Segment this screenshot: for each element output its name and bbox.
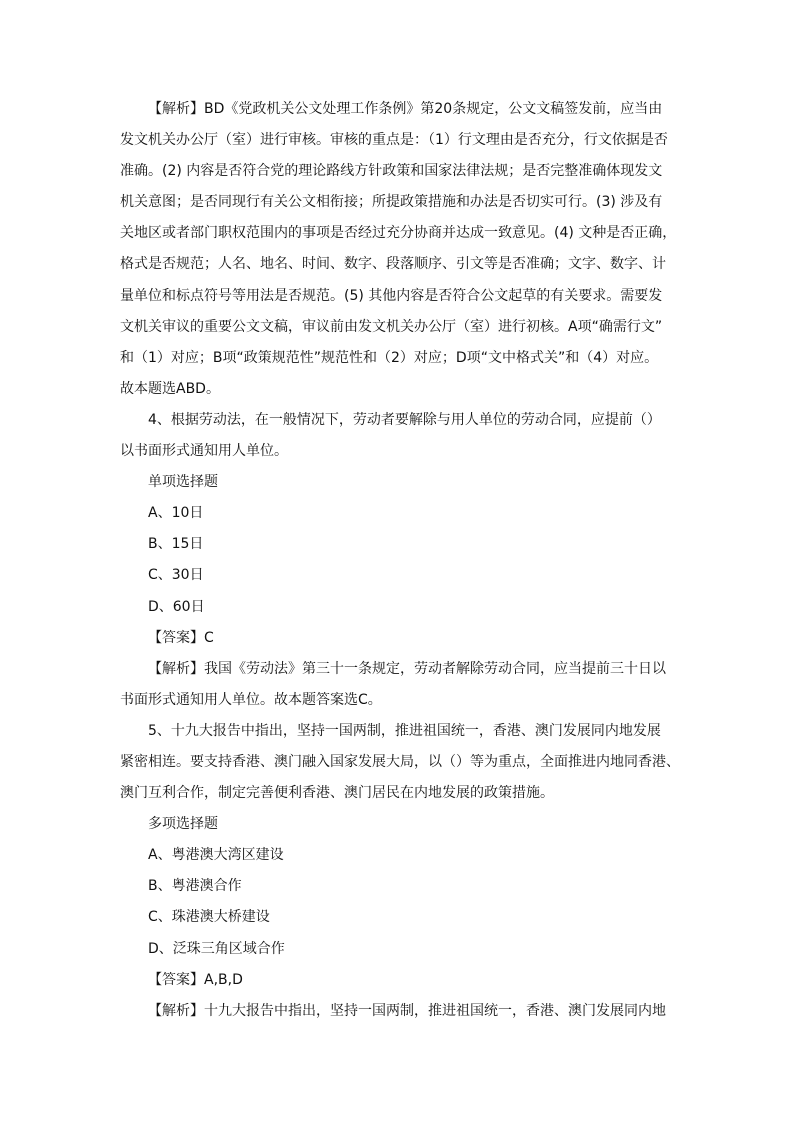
explanation-paragraph <box>120 94 680 405</box>
text-line: C、珠港澳大桥建设 <box>148 909 270 926</box>
text-line: 量单位和标点符号等用法是否规范。(5) 其他内容是否符合公文起草的有关要求。需要发 <box>120 287 663 304</box>
question-type-paragraph <box>120 467 680 498</box>
text-line: 【答案】A,B,D <box>148 971 243 988</box>
text-line: 发文机关办公厅（室）进行审核。审核的重点是：（1）行文理由是否充分，行文依据是否 <box>120 132 668 149</box>
text-line: 单项选择题 <box>148 474 218 491</box>
text-line: 准确。(2) 内容是否符合党的理论路线方针政策和国家法律法规；是否完整准确体现发文 <box>120 163 663 180</box>
question-paragraph <box>120 716 680 809</box>
text-line: D、60日 <box>148 598 205 615</box>
text-line: A、10日 <box>148 505 204 522</box>
option-paragraph <box>120 498 680 529</box>
text-line: A、粤港澳大湾区建设 <box>148 847 284 864</box>
text-line: 5、十九大报告中指出，坚持一国两制，推进祖国统一，香港、澳门发展同内地发展 <box>148 722 661 739</box>
text-line: B、15日 <box>148 536 204 553</box>
option-paragraph <box>120 902 680 933</box>
text-line: B、粤港澳合作 <box>148 878 242 895</box>
option-paragraph <box>120 840 680 871</box>
explanation-paragraph <box>120 654 680 716</box>
question-type-paragraph <box>120 809 680 840</box>
option-paragraph <box>120 560 680 591</box>
text-line: 关地区或者部门职权范围内的事项是否经过充分协商并达成一致意见。(4) 文种是否正确， <box>120 225 677 242</box>
question-paragraph <box>120 405 680 467</box>
answer-paragraph <box>120 965 680 996</box>
text-line: 【解析】十九大报告中指出，坚持一国两制，推进祖国统一，香港、澳门发展同内地 <box>148 1002 666 1019</box>
text-line: 以书面形式通知用人单位。 <box>120 443 288 460</box>
document-body <box>120 94 680 1027</box>
option-paragraph <box>120 934 680 965</box>
text-line: C、30日 <box>148 567 204 584</box>
text-line: 澳门互利合作，制定完善便利香港、澳门居民在内地发展的政策措施。 <box>120 785 554 802</box>
text-line: 和（1）对应；B项“政策规范性”规范性和（2）对应；D项“文中格式关”和（4）对应。 <box>120 349 659 366</box>
option-paragraph <box>120 871 680 902</box>
text-line: 格式是否规范；人名、地名、时间、数字、段落顺序、引文等是否准确；文字、数字、计 <box>120 256 666 273</box>
text-line: 多项选择题 <box>148 816 218 833</box>
text-line: 机关意图；是否同现行有关公文相衔接；所提政策措施和办法是否切实可行。(3) 涉及有 <box>120 194 663 211</box>
explanation-paragraph <box>120 996 680 1027</box>
text-line: 【解析】我国《劳动法》第三十一条规定，劳动者解除劳动合同，应当提前三十日以 <box>148 660 666 677</box>
option-paragraph <box>120 592 680 623</box>
text-line: 【解析】BD《党政机关公文处理工作条例》第20条规定，公文文稿签发前，应当由 <box>148 101 663 117</box>
option-paragraph <box>120 529 680 560</box>
text-line: D、泛珠三角区域合作 <box>148 940 285 957</box>
text-line: 【答案】C <box>148 629 214 646</box>
answer-paragraph <box>120 623 680 654</box>
text-line: 4、根据劳动法，在一般情况下，劳动者要解除与用人单位的劳动合同，应提前（） <box>148 411 661 428</box>
text-line: 书面形式通知用人单位。故本题答案选C。 <box>120 691 382 708</box>
text-line: 紧密相连。要支持香港、澳门融入国家发展大局，以（）等为重点，全面推进内地同香港、 <box>120 753 680 770</box>
text-line: 故本题选ABD。 <box>120 380 220 397</box>
text-line: 文机关审议的重要公文文稿，审议前由发文机关办公厅（室）进行初核。A项“确需行文” <box>120 318 663 335</box>
